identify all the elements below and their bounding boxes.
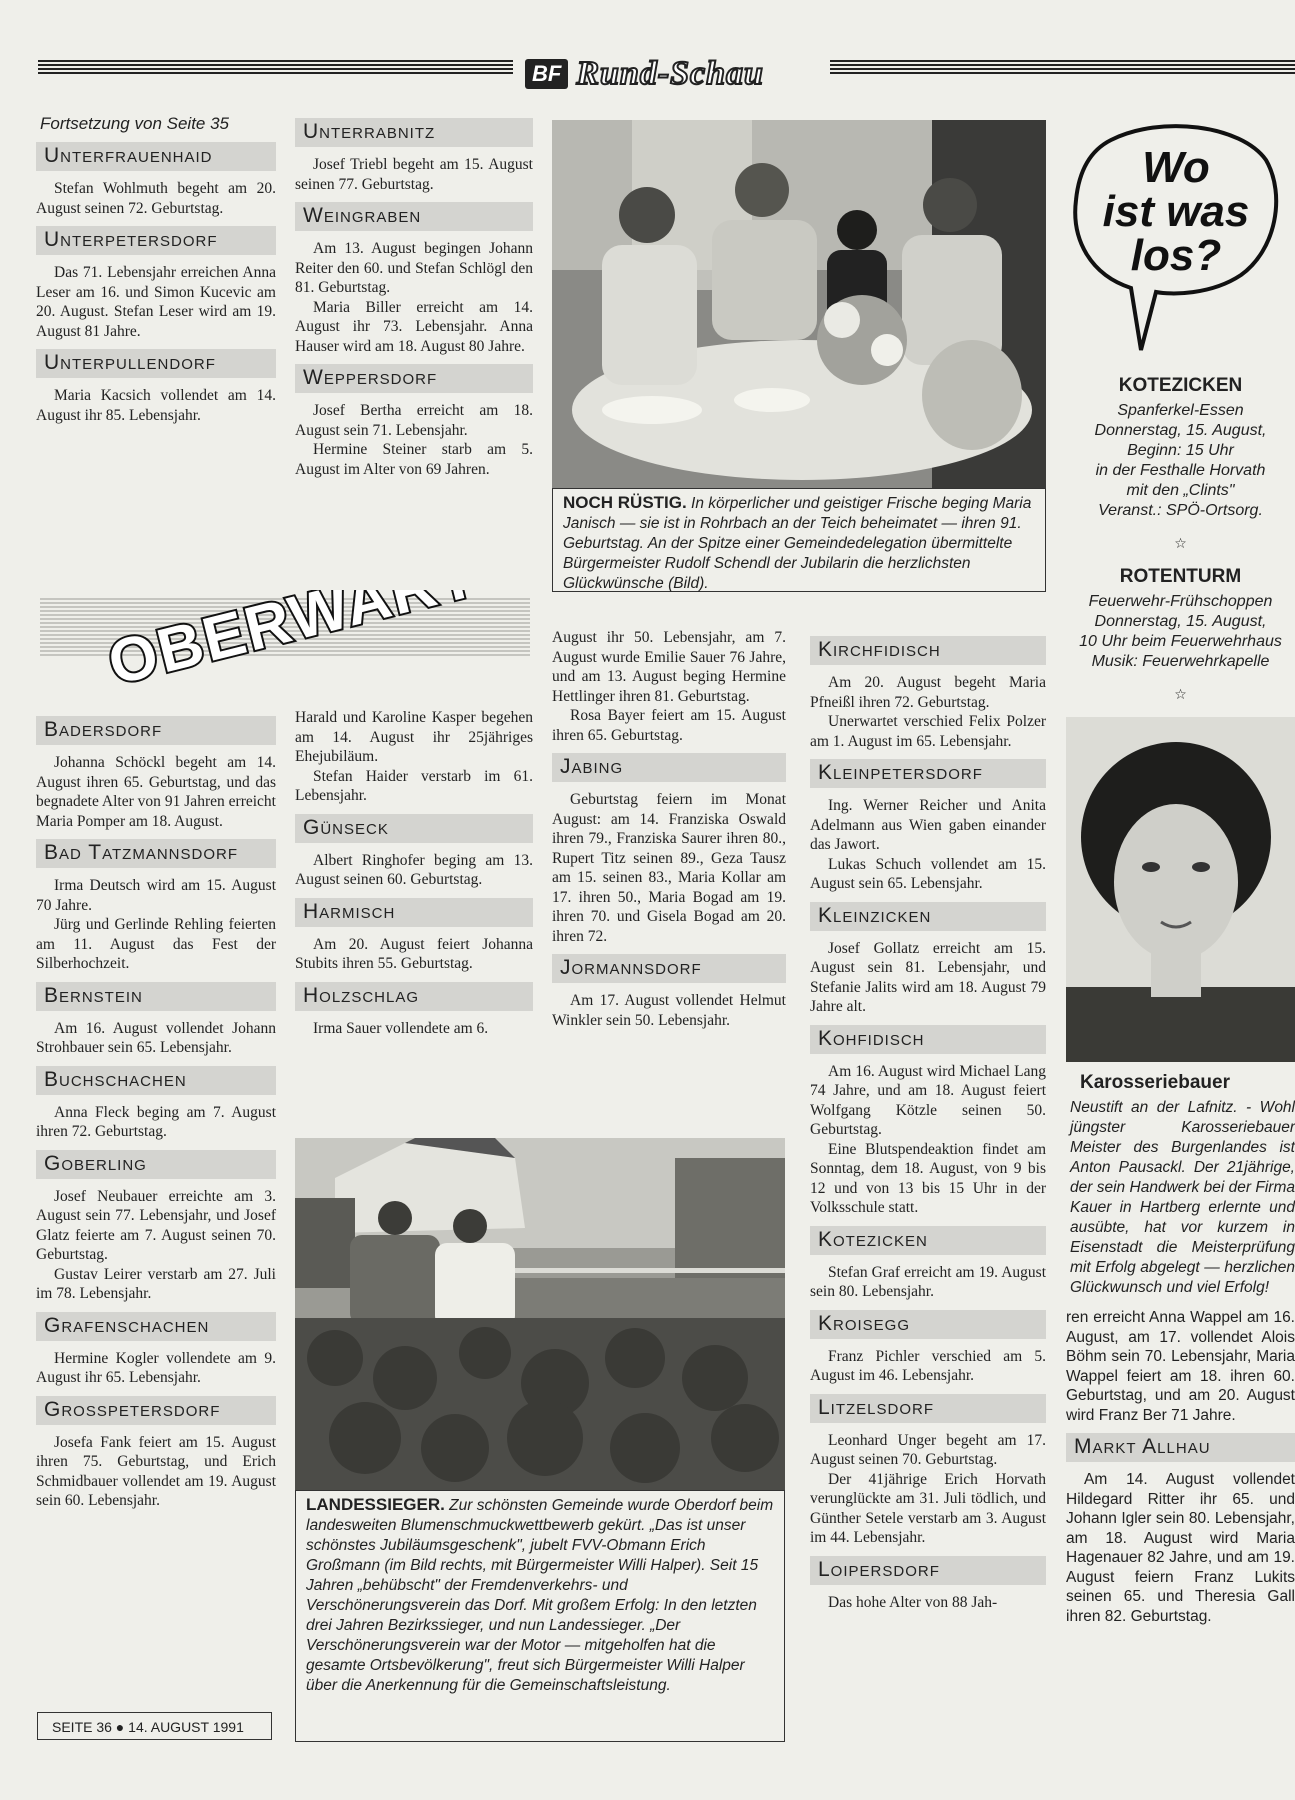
masthead-badge: BF: [525, 59, 568, 89]
col2-articles: [295, 118, 533, 479]
article-paragraph: Josef Gollatz erreicht am 15. August sein 81. Lebensjahr, und Stefanie Jalits wird am 18. August 79 Jahre alt.: [810, 939, 1046, 1015]
article-paragraph: Hermine Kogler vollendete am 9. August ihr 65. Lebensjahr.: [36, 1349, 276, 1386]
town-heading-unterrabnitz: Unterrabnitz: [295, 118, 533, 147]
town-heading-kirchfidisch: Kirchfidisch: [810, 636, 1046, 665]
article-paragraph: Maria Biller erreicht am 14. August ihr 73. Lebensjahr. Anna Hauser wird am 18. August 80 Jahre.: [295, 298, 533, 355]
town-heading-harmisch: Harmisch: [295, 898, 533, 927]
portrait-photo: [1066, 717, 1295, 1062]
article-paragraph: Gustav Leirer verstarb am 27. Juli im 78. Lebensjahr.: [36, 1265, 276, 1302]
article-paragraph: Irma Deutsch wird am 15. August 70 Jahre.: [36, 877, 276, 914]
masthead-title: Rund-Schau: [576, 55, 764, 92]
portrait-text: Neustift an der Lafnitz. - Wohl jüngster Karosseriebauer Meister des Burgenlandes ist Anton Pausackl. Der 21jährige, der sein Handwerk bei der Firma Kauer in Hartberg erlernte und ausübte, hat vor kurzem in Eisenstadt die Meisterprüfung mit Erfolg abgelegt — herzlichen Glückwunsch und viel Erfolg!: [1070, 1099, 1295, 1296]
article-paragraph: Leonhard Unger begeht am 17. August seinen 70. Geburtstag.: [810, 1431, 1046, 1468]
town-heading-gunseck: Günseck: [295, 814, 533, 843]
event-title-rotenturm: ROTENTURM: [1119, 566, 1242, 587]
town-heading-jabing: Jabing: [552, 753, 786, 782]
article-paragraph: Am 20. August begeht Maria Pfneißl ihren 72. Geburtstag.: [810, 674, 1046, 711]
town-heading-litzelsdorf: Litzelsdorf: [810, 1394, 1046, 1423]
masthead-logo: [525, 56, 825, 92]
sidebar-cont-para: ren erreicht Anna Wappel am 16. August, am 17. vollendet Alois Böhm sein 70. Lebensjahr, Maria Wappel feiert am 18. ihren 60. Geburtstag, und am 20. August wird Franz Ber 71 Jahre.: [1066, 1309, 1295, 1424]
caption-landessieger-head: LANDESSIEGER.: [306, 1495, 445, 1514]
column-4-lower: [810, 628, 1046, 1612]
article-paragraph: Albert Ringhofer beging am 13. August seinen 60. Geburtstag.: [295, 851, 533, 888]
article-paragraph: Geburtstag feiern im Monat August: am 14. Franziska Oswald ihren 79., Franziska Saurer ihren 80., Rupert Titz seinen 89., Geza Tausz am 15. seinen 83., Maria Kollar am 17. ihren 50., Maria Bogad am 19. ihren 70. und Gisela Bogad am 20. ihren 72.: [552, 791, 786, 945]
photo-noch-ruestig-image: [552, 120, 1046, 488]
article-paragraph: Am 20. August feiert Johanna Stubits ihren 55. Geburtstag.: [295, 935, 533, 972]
town-heading-bernstein: Bernstein: [36, 982, 276, 1011]
town-heading-kleinzicken: Kleinzicken: [810, 902, 1046, 931]
article-paragraph: Hermine Steiner starb am 5. August im Alter von 69 Jahren.: [295, 441, 533, 478]
column-1-lower: [36, 708, 276, 1511]
town-heading-kroisegg: Kroisegg: [810, 1310, 1046, 1339]
article-paragraph: Josefa Fank feiert am 15. August ihren 75. Geburtstag, und Erich Schmidbauer vollendet am 19. August sein 60. Lebensjahr.: [36, 1433, 276, 1509]
town-heading-kleinpetersdorf: Kleinpetersdorf: [810, 759, 1046, 788]
event-text: Feuerwehr-Frühschoppen Donnerstag, 15. August, 10 Uhr beim Feuerwehrhaus Musik: Feuerwehrkapelle: [1079, 593, 1282, 670]
column-3-lower: [552, 628, 786, 1030]
col1-articles: [36, 142, 276, 425]
article-paragraph: Am 16. August vollendet Johann Strohbauer sein 65. Lebensjahr.: [36, 1019, 276, 1056]
article-paragraph: Maria Kacsich vollendet am 14. August ihr 85. Lebensjahr.: [36, 387, 276, 424]
portrait-image: [1066, 717, 1295, 1062]
article-paragraph: Stefan Graf erreicht am 19. August sein 80. Lebensjahr.: [810, 1263, 1046, 1300]
star-separator: ☆: [1174, 535, 1187, 551]
article-paragraph: Anna Fleck beging am 7. August ihren 72. Geburtstag.: [36, 1103, 276, 1140]
low3-articles: [552, 628, 786, 1030]
article-paragraph: Jürg und Gerlinde Rehling feierten am 11. August das Fest der Silberhochzeit.: [36, 916, 276, 972]
event-text: Spanferkel-Essen Donnerstag, 15. August, Beginn: 15 Uhr in der Festhalle Horvath mit den „Clints" Veranst.: SPÖ-Ortsorg.: [1094, 402, 1267, 519]
masthead-rule-right: [830, 60, 1295, 74]
article-paragraph: Am 16. August wird Michael Lang 74 Jahre, und am 18. August feiert Wolfgang Kötzle seinen 50. Geburtstag.: [810, 1062, 1046, 1138]
event-list: [1066, 375, 1295, 703]
article-paragraph: Das hohe Alter von 88 Jah-: [828, 1593, 998, 1611]
article-paragraph: Stefan Wohlmuth begeht am 20. August seinen 72. Geburtstag.: [36, 180, 276, 217]
town-heading-bad-tatzmannsdorf: Bad Tatzmannsdorf: [36, 839, 276, 868]
sidebar-markt-para: Am 14. August vollendet Hildegard Ritter ihr 65. und Johann Igler sein 80. Lebensjahr, am 18. August wird Maria Hagenauer 82 Jahre, und am 19. August feiern Franz Lukits seinen 65. und Theresia Gall ihren 82. Geburtstag.: [1066, 1471, 1295, 1625]
low2-articles: [295, 708, 533, 1038]
bubble-line: Wo: [1142, 143, 1210, 192]
caption-noch-ruestig-head: NOCH RÜSTIG.: [563, 493, 687, 512]
article-paragraph: Josef Triebl begeht am 15. August seinen 77. Geburtstag.: [295, 156, 533, 193]
article-paragraph: Josef Bertha erreicht am 18. August sein 71. Lebensjahr.: [295, 402, 533, 439]
speech-bubble: [1071, 120, 1281, 360]
oberwart-banner-graphic: [40, 590, 530, 700]
article-paragraph: Harald und Karoline Kasper begehen am 14. August ihr 25jähriges Ehejubiläum.: [295, 709, 533, 765]
town-heading-grafenschachen: Grafenschachen: [36, 1312, 276, 1341]
page-footer: SEITE 36 ● 14. AUGUST 1991: [37, 1712, 272, 1740]
town-heading-holzschlag: Holzschlag: [295, 982, 533, 1011]
sidebar-markt-head: Markt Allhau: [1066, 1433, 1295, 1462]
column-2-lower: [295, 708, 533, 1038]
article-paragraph: Stefan Haider verstarb im 61. Lebensjahr.: [295, 767, 533, 804]
column-2-top: [295, 110, 533, 479]
bubble-line: los?: [1130, 231, 1222, 280]
town-heading-loipersdorf: Loipersdorf: [810, 1556, 1046, 1585]
article-paragraph: August ihr 50. Lebensjahr, am 7. August wurde Emilie Sauer 76 Jahre, und am 13. August beging Hermine Hettlinger ihren 81. Geburtstag.: [552, 629, 786, 705]
article-paragraph: Am 13. August begingen Johann Reiter den 60. und Stefan Schlögl den 81. Geburtstag.: [295, 240, 533, 296]
article-paragraph: Franz Pichler verschied am 5. August im 46. Lebensjahr.: [810, 1347, 1046, 1384]
town-heading-jormannsdorf: Jormannsdorf: [552, 954, 786, 983]
continuation-note: Fortsetzung von Seite 35: [40, 114, 230, 133]
article-paragraph: Rosa Bayer feiert am 15. August ihren 65. Geburtstag.: [552, 707, 786, 744]
town-heading-badersdorf: Badersdorf: [36, 716, 276, 745]
article-paragraph: Unerwartet verschied Felix Polzer am 1. August im 65. Lebensjahr.: [810, 713, 1046, 750]
sidebar: [1066, 120, 1295, 1626]
caption-noch-ruestig: [552, 488, 1046, 592]
caption-noch-ruestig-text: In körperlicher und geistiger Frische beging Maria Janisch — sie ist in Rohrbach an der Teich beheimatet — ihren 91. Geburtstag. An der Spitze einer Gemeindedelegation übermittelte Bürgermeister Rudolf Schendl der Jubilarin die herzlichsten Glückwünsche (Bild).: [563, 495, 1032, 592]
town-heading-kohfidisch: Kohfidisch: [810, 1025, 1046, 1054]
column-1-top: [36, 110, 276, 425]
article-paragraph: Eine Blutspendeaktion findet am Sonntag, dem 18. August, von 9 bis 12 und von 13 bis 15 Uhr in der Volksschule statt.: [810, 1140, 1046, 1216]
article-paragraph: Irma Sauer vollendete am 6.: [313, 1019, 489, 1037]
article-paragraph: Das 71. Lebensjahr erreichen Anna Leser am 16. und Simon Kucevic am 20. August. Stefan Leser wird am 19. August 81 Jahre.: [36, 264, 276, 340]
article-paragraph: Ing. Werner Reicher und Anita Adelmann aus Wien gaben einander das Jawort.: [810, 797, 1046, 853]
masthead-rule-left: [38, 60, 513, 74]
article-paragraph: Am 17. August vollendet Helmut Winkler sein 50. Lebensjahr.: [552, 992, 786, 1029]
photo-landessieger-image: [295, 1138, 785, 1490]
photo-noch-ruestig: [552, 120, 1046, 488]
photo-landessieger: [295, 1138, 785, 1490]
town-heading-buchschachen: Buchschachen: [36, 1066, 276, 1095]
town-heading-weppersdorf: Weppersdorf: [295, 364, 533, 393]
section-banner-oberwart: [40, 590, 530, 700]
town-heading-grosspetersdorf: Grosspetersdorf: [36, 1396, 276, 1425]
portrait-title: Karosseriebauer: [1080, 1072, 1230, 1093]
town-heading-unterpullendorf: Unterpullendorf: [36, 349, 276, 378]
event-title-kotezicken: KOTEZICKEN: [1118, 375, 1243, 396]
town-heading-weingraben: Weingraben: [295, 202, 533, 231]
low4-articles: [810, 636, 1046, 1612]
low1-articles: [36, 716, 276, 1511]
town-heading-kotezicken: Kotezicken: [810, 1226, 1046, 1255]
town-heading-unterpetersdorf: Unterpetersdorf: [36, 226, 276, 255]
star-separator: ☆: [1174, 686, 1187, 702]
article-paragraph: Der 41jährige Erich Horvath verunglückte am 31. Juli tödlich, und Günther Setele verstarb am 3. August im 44. Lebensjahr.: [810, 1470, 1046, 1546]
bubble-line: ist was: [1102, 187, 1250, 236]
section-title-oberwart: OBERWART: [101, 590, 484, 699]
caption-landessieger: [295, 1490, 785, 1742]
article-paragraph: Lukas Schuch vollendet am 15. August sein 65. Lebensjahr.: [810, 855, 1046, 892]
town-heading-unterfrauenhaid: Unterfrauenhaid: [36, 142, 276, 171]
article-paragraph: Johanna Schöckl begeht am 14. August ihren 65. Geburtstag, und das begnadete Alter von 91 Jahren erreicht Maria Pomper am 18. August.: [36, 754, 276, 830]
caption-landessieger-text: Zur schönsten Gemeinde wurde Oberdorf beim landesweiten Blumenschmuckwettbewerb gekürt. „Das ist unser schönstes Jubiläumsgeschenk", jubelt FVV-Obmann Erich Großmann (im Bild rechts, mit Bürgermeister Willi Halper). Seit 15 Jahren „behübscht" der Fremdenverkehrs- und Verschönerungsverein das Dorf. Mit großem Erfolg: In den letzten drei Jahren Bezirkssieger, und nun Landessieger. „Der Verschönerungsverein war der Motor — mitgeholfen hat die gesamte Ortsbevölkerung", freut sich Bürgermeister Willi Halper über die Anerkennung für die Gemeinschaftsleistung.: [306, 1497, 774, 1694]
article-paragraph: Josef Neubauer erreichte am 3. August sein 77. Lebensjahr, und Josef Glatz feierte am 7. August seinen 70. Geburtstag.: [36, 1187, 276, 1263]
town-heading-goberling: Goberling: [36, 1150, 276, 1179]
